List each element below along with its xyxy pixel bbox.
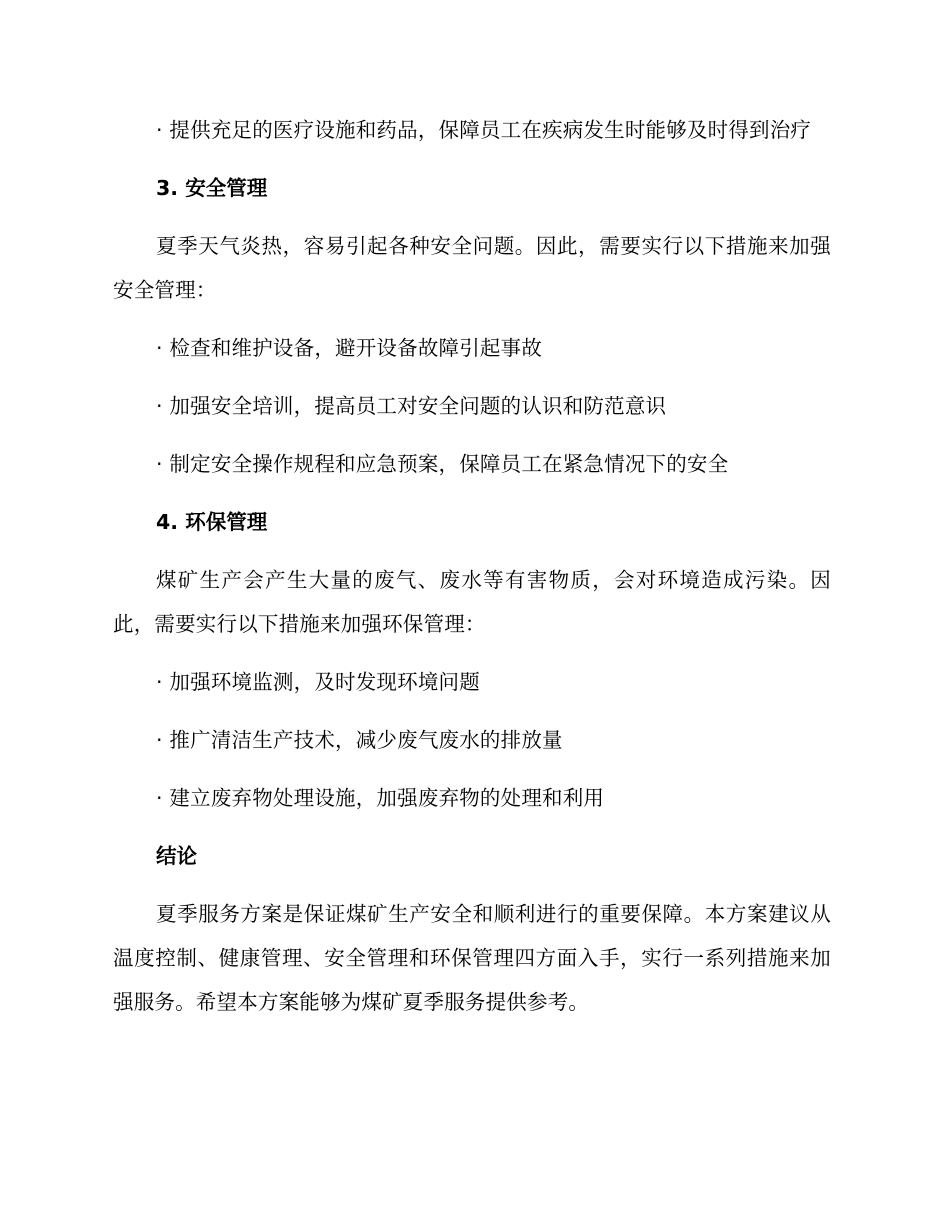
bullet-safety-training: · 加强安全培训，提高员工对安全问题的认识和防范意识 (156, 394, 667, 418)
section-intro-environment: 煤矿生产会产生大量的废气、废水等有害物质，会对环境造成污染。因此，需要实行以下措施来加强环保管理： (113, 568, 831, 636)
bullet-safety-equipment: · 检查和维护设备，避开设备故障引起事故 (156, 336, 543, 360)
section-heading-safety: 3. 安全管理 (156, 176, 268, 200)
bullet-env-waste: · 建立废弃物处理设施，加强废弃物的处理和利用 (156, 786, 605, 810)
conclusion-text: 夏季服务方案是保证煤矿生产安全和顺利进行的重要保障。本方案建议从温度控制、健康管理、安全管理和环保管理四方面入手，实行一系列措施来加强服务。希望本方案能够为煤矿夏季服务提供参考。 (113, 902, 831, 1014)
bullet-medical-facilities: · 提供充足的医疗设施和药品，保障员工在疾病发生时能够及时得到治疗 (156, 118, 812, 142)
section-heading-conclusion: 结论 (156, 844, 197, 868)
bullet-env-monitoring: · 加强环境监测，及时发现环境问题 (156, 670, 480, 694)
bullet-env-clean-tech: · 推广清洁生产技术，减少废气废水的排放量 (156, 728, 563, 752)
section-intro-safety: 夏季天气炎热，容易引起各种安全问题。因此，需要实行以下措施来加强安全管理： (113, 234, 831, 302)
section-heading-environment: 4. 环保管理 (156, 510, 268, 534)
document-body (113, 108, 831, 1038)
bullet-safety-procedures: · 制定安全操作规程和应急预案，保障员工在紧急情况下的安全 (156, 452, 729, 476)
